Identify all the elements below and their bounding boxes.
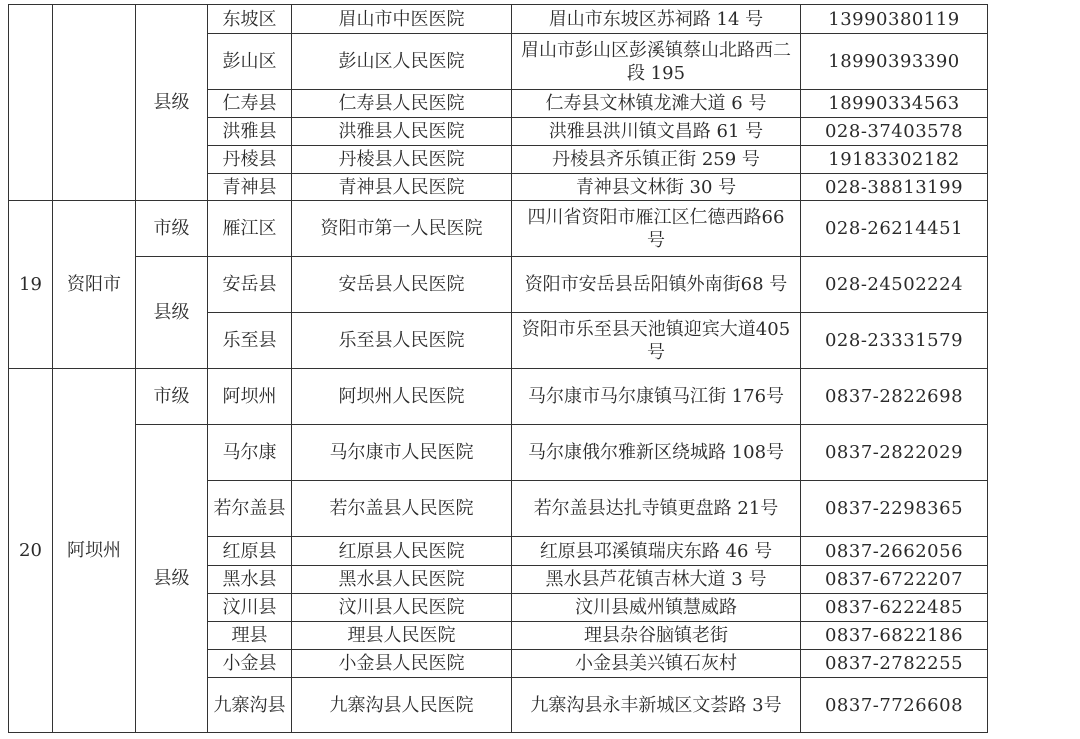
phone-cell: 0837-6222485 <box>801 594 988 622</box>
table-row <box>9 257 988 313</box>
level-cell: 市级 <box>136 201 208 257</box>
address-cell: 黑水县芦花镇吉林大道 3 号 <box>512 566 801 594</box>
table-row <box>9 5 988 34</box>
phone-cell: 0837-2662056 <box>801 537 988 566</box>
hospital-table <box>8 4 988 733</box>
hospital-cell: 彭山区人民医院 <box>292 34 512 90</box>
county-cell: 丹棱县 <box>208 146 292 174</box>
level-cell: 县级 <box>136 257 208 369</box>
address-cell: 红原县邛溪镇瑞庆东路 46 号 <box>512 537 801 566</box>
table-row <box>9 369 988 425</box>
address-cell: 青神县文林街 30 号 <box>512 174 801 201</box>
county-cell: 马尔康 <box>208 425 292 481</box>
address-cell: 丹棱县齐乐镇正街 259 号 <box>512 146 801 174</box>
address-cell: 理县杂谷脑镇老街 <box>512 622 801 650</box>
phone-cell: 0837-2782255 <box>801 650 988 678</box>
level-cell: 县级 <box>136 425 208 733</box>
county-cell: 彭山区 <box>208 34 292 90</box>
hospital-cell: 资阳市第一人民医院 <box>292 201 512 257</box>
table-row <box>9 201 988 257</box>
hospital-cell: 仁寿县人民医院 <box>292 90 512 118</box>
hospital-cell: 小金县人民医院 <box>292 650 512 678</box>
address-cell: 仁寿县文林镇龙滩大道 6 号 <box>512 90 801 118</box>
phone-cell: 18990393390 <box>801 34 988 90</box>
county-cell: 汶川县 <box>208 594 292 622</box>
hospital-cell: 洪雅县人民医院 <box>292 118 512 146</box>
hospital-cell: 乐至县人民医院 <box>292 313 512 369</box>
phone-cell: 0837-7726608 <box>801 678 988 733</box>
phone-cell: 0837-6722207 <box>801 566 988 594</box>
hospital-cell: 红原县人民医院 <box>292 537 512 566</box>
phone-cell: 028-37403578 <box>801 118 988 146</box>
table-row <box>9 425 988 481</box>
address-cell: 马尔康俄尔雅新区绕城路 108号 <box>512 425 801 481</box>
phone-cell: 0837-6822186 <box>801 622 988 650</box>
level-cell: 县级 <box>136 5 208 201</box>
county-cell: 仁寿县 <box>208 90 292 118</box>
address-cell: 九寨沟县永丰新城区文荟路 3号 <box>512 678 801 733</box>
city-cell <box>53 5 136 201</box>
county-cell: 青神县 <box>208 174 292 201</box>
phone-cell: 18990334563 <box>801 90 988 118</box>
row-number-cell <box>9 5 53 201</box>
county-cell: 洪雅县 <box>208 118 292 146</box>
phone-cell: 0837-2822029 <box>801 425 988 481</box>
city-cell: 资阳市 <box>53 201 136 369</box>
address-cell: 资阳市乐至县天池镇迎宾大道405 号 <box>512 313 801 369</box>
hospital-cell: 青神县人民医院 <box>292 174 512 201</box>
county-cell: 乐至县 <box>208 313 292 369</box>
county-cell: 东坡区 <box>208 5 292 34</box>
county-cell: 小金县 <box>208 650 292 678</box>
county-cell: 理县 <box>208 622 292 650</box>
phone-cell: 13990380119 <box>801 5 988 34</box>
hospital-cell: 丹棱县人民医院 <box>292 146 512 174</box>
level-cell: 市级 <box>136 369 208 425</box>
phone-cell: 028-23331579 <box>801 313 988 369</box>
address-cell: 汶川县威州镇慧威路 <box>512 594 801 622</box>
hospital-cell: 马尔康市人民医院 <box>292 425 512 481</box>
hospital-cell: 黑水县人民医院 <box>292 566 512 594</box>
address-cell: 眉山市彭山区彭溪镇蔡山北路西二段 195 <box>512 34 801 90</box>
address-cell: 眉山市东坡区苏祠路 14 号 <box>512 5 801 34</box>
row-number-cell: 19 <box>9 201 53 369</box>
phone-cell: 028-26214451 <box>801 201 988 257</box>
phone-cell: 0837-2822698 <box>801 369 988 425</box>
hospital-cell: 若尔盖县人民医院 <box>292 481 512 537</box>
county-cell: 黑水县 <box>208 566 292 594</box>
address-cell: 若尔盖县达扎寺镇更盘路 21号 <box>512 481 801 537</box>
hospital-cell: 安岳县人民医院 <box>292 257 512 313</box>
city-cell: 阿坝州 <box>53 369 136 733</box>
address-cell: 马尔康市马尔康镇马江街 176号 <box>512 369 801 425</box>
hospital-cell: 理县人民医院 <box>292 622 512 650</box>
phone-cell: 19183302182 <box>801 146 988 174</box>
county-cell: 安岳县 <box>208 257 292 313</box>
county-cell: 阿坝州 <box>208 369 292 425</box>
county-cell: 九寨沟县 <box>208 678 292 733</box>
county-cell: 雁江区 <box>208 201 292 257</box>
phone-cell: 0837-2298365 <box>801 481 988 537</box>
address-cell: 资阳市安岳县岳阳镇外南街68 号 <box>512 257 801 313</box>
hospital-cell: 眉山市中医医院 <box>292 5 512 34</box>
phone-cell: 028-38813199 <box>801 174 988 201</box>
address-cell: 洪雅县洪川镇文昌路 61 号 <box>512 118 801 146</box>
phone-cell: 028-24502224 <box>801 257 988 313</box>
hospital-cell: 九寨沟县人民医院 <box>292 678 512 733</box>
row-number-cell: 20 <box>9 369 53 733</box>
county-cell: 若尔盖县 <box>208 481 292 537</box>
hospital-cell: 汶川县人民医院 <box>292 594 512 622</box>
county-cell: 红原县 <box>208 537 292 566</box>
address-cell: 小金县美兴镇石灰村 <box>512 650 801 678</box>
address-cell: 四川省资阳市雁江区仁德西路66 号 <box>512 201 801 257</box>
hospital-cell: 阿坝州人民医院 <box>292 369 512 425</box>
